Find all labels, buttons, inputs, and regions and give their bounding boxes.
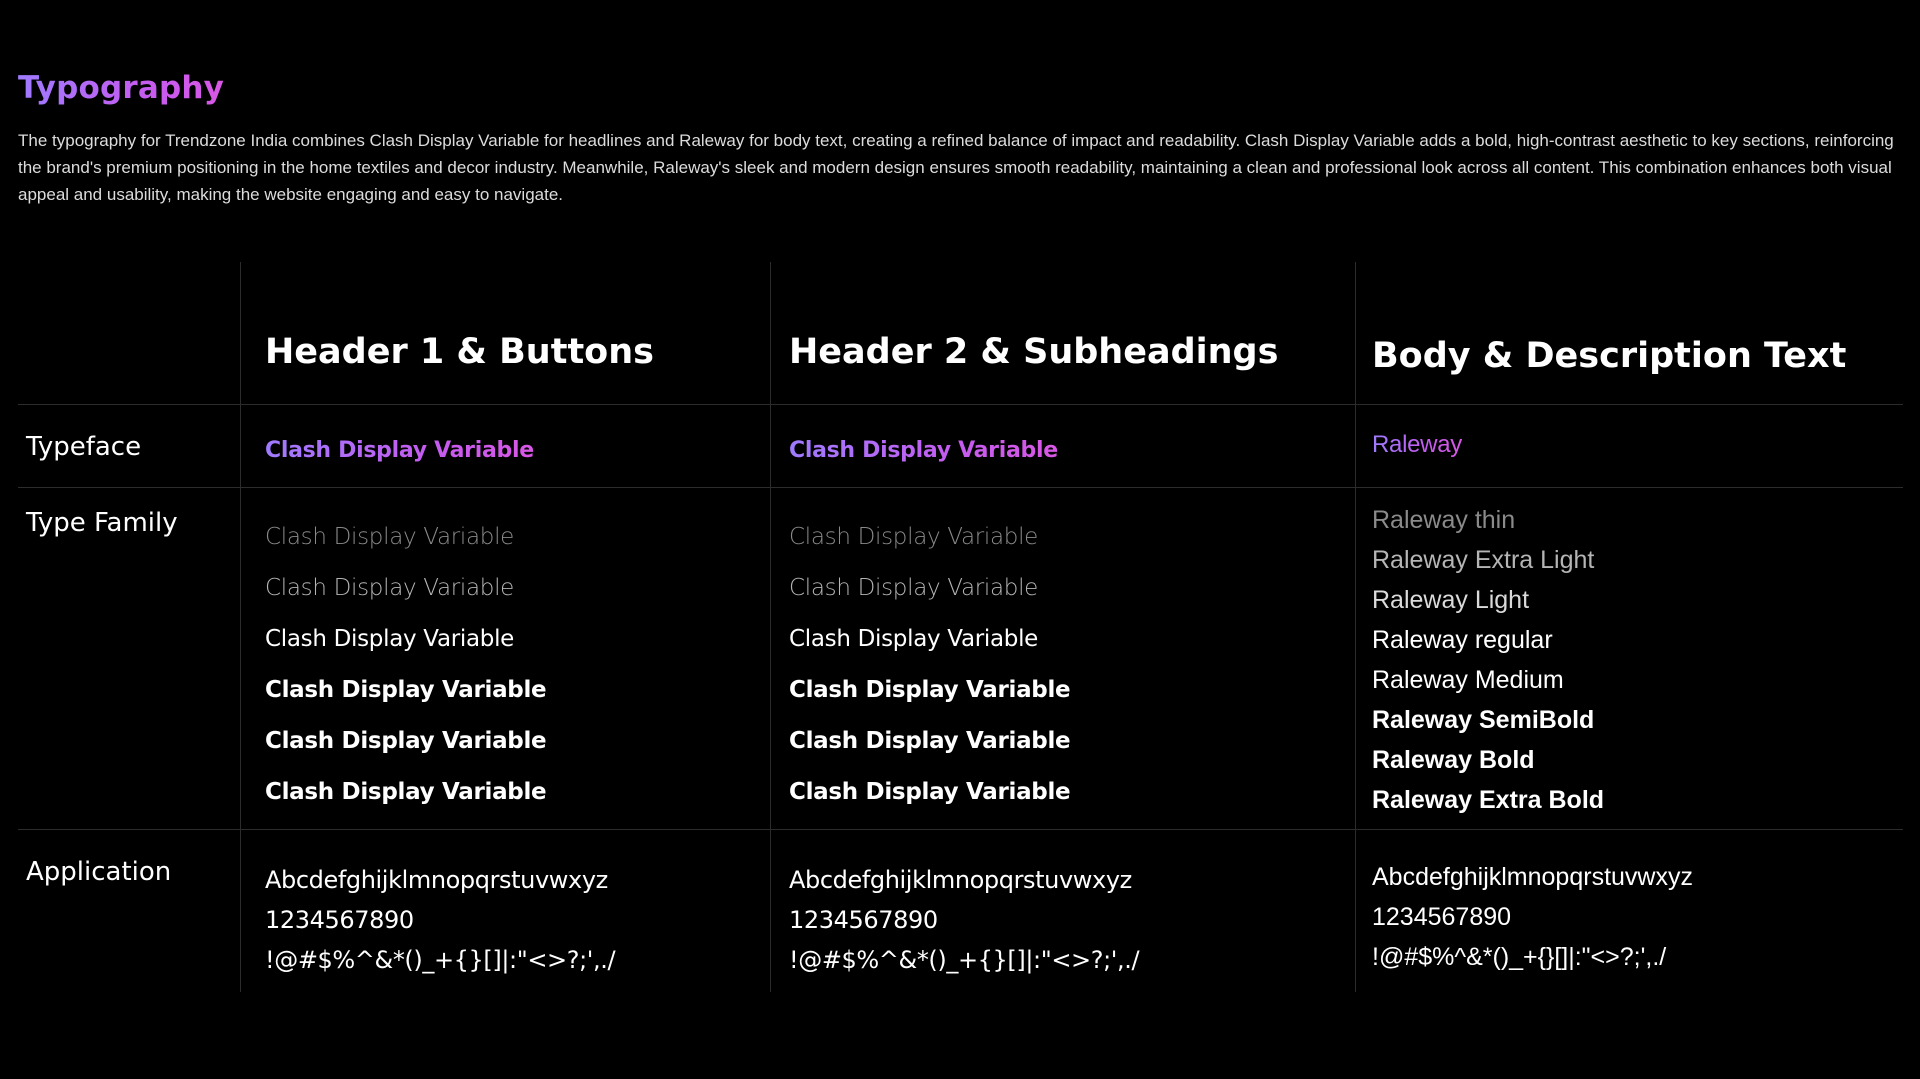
column-divider: [240, 262, 241, 992]
row-divider: [18, 404, 1903, 405]
weight-sample: Clash Display Variable: [265, 626, 515, 652]
column-divider: [1355, 262, 1356, 992]
column-header-header1: Header 1 & Buttons: [265, 332, 654, 372]
column-header-body: Body & Description Text: [1372, 336, 1847, 376]
weight-sample: Clash Display Variable: [789, 677, 1071, 703]
weight-sample: Raleway Bold: [1372, 746, 1535, 774]
typeface-body: Raleway: [1372, 431, 1462, 458]
numbers-sample: 1234567890: [1372, 903, 1512, 931]
type-family-list-body: [1372, 500, 1604, 820]
weight-sample: Raleway Light: [1372, 586, 1530, 614]
weight-sample: Raleway SemiBold: [1372, 706, 1595, 734]
weight-sample: Raleway thin: [1372, 506, 1516, 534]
alphabet-sample: Abcdefghijklmnopqrstuvwxyz: [1372, 863, 1693, 891]
weight-sample: Clash Display Variable: [789, 728, 1071, 754]
alphabet-sample: Abcdefghijklmnopqrstuvwxyz: [265, 866, 608, 894]
row-label-application: Application: [26, 857, 172, 887]
weight-sample: Clash Display Variable: [789, 575, 1039, 601]
symbols-sample: !@#$%^&*()_+{}[]|:"<>?;',./: [789, 946, 1140, 974]
typeface-header1: Clash Display Variable: [265, 438, 534, 463]
weight-sample: Raleway Extra Light: [1372, 546, 1595, 574]
weight-sample: Clash Display Variable: [789, 524, 1039, 550]
type-family-list-header2: [789, 512, 1070, 818]
weight-sample: Clash Display Variable: [789, 779, 1071, 805]
row-divider: [18, 829, 1903, 830]
intro-paragraph: The typography for Trendzone India combines Clash Display Variable for headlines and Raleway for body text, creating a refined balance of impact and readability. Clash Display Variable adds a bold, high-contrast aesthetic to key sections, reinforcing the brand's premium positioning in the home textiles and decor industry. Meanwhile, Raleway's sleek and modern design ensures smooth readability, maintaining a clean and professional look across all content. This combination enhances both visual appeal and usability, making the website engaging and easy to navigate.: [18, 131, 1894, 204]
row-label-typeface: Typeface: [26, 432, 142, 462]
weight-sample: Raleway Extra Bold: [1372, 786, 1605, 814]
page-title: Typography: [18, 70, 225, 106]
type-family-list-header1: [265, 512, 546, 818]
weight-sample: Raleway Medium: [1372, 666, 1564, 694]
weight-sample: Clash Display Variable: [265, 728, 547, 754]
application-samples-header1: [265, 860, 615, 980]
symbols-sample: !@#$%^&*()_+{}[]|:"<>?;',./: [265, 946, 616, 974]
weight-sample: Raleway regular: [1372, 626, 1553, 654]
weight-sample: Clash Display Variable: [265, 524, 515, 550]
column-divider: [770, 262, 771, 992]
weight-sample: Clash Display Variable: [789, 626, 1039, 652]
weight-sample: Clash Display Variable: [265, 575, 515, 601]
numbers-sample: 1234567890: [265, 906, 414, 934]
numbers-sample: 1234567890: [789, 906, 938, 934]
application-samples-body: [1372, 857, 1693, 977]
weight-sample: Clash Display Variable: [265, 779, 547, 805]
weight-sample: Clash Display Variable: [265, 677, 547, 703]
column-header-header2: Header 2 & Subheadings: [789, 332, 1279, 372]
symbols-sample: !@#$%^&*()_+{}[]|:"<>?;',./: [1372, 943, 1667, 971]
typeface-header2: Clash Display Variable: [789, 438, 1058, 463]
row-divider: [18, 487, 1903, 488]
alphabet-sample: Abcdefghijklmnopqrstuvwxyz: [789, 866, 1132, 894]
application-samples-header2: [789, 860, 1139, 980]
row-label-type-family: Type Family: [26, 508, 178, 538]
